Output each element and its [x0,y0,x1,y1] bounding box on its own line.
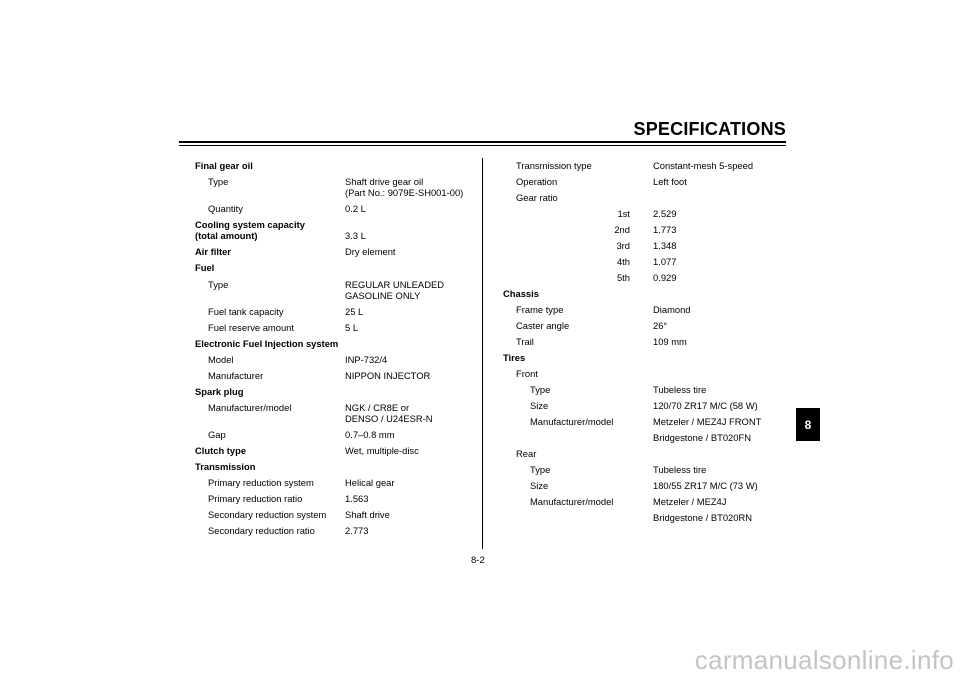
spec-label: Transmission [195,461,256,472]
spec-label: 2nd [614,224,630,235]
spec-value: 2.773 [345,525,369,536]
spec-value: 1.773 [653,224,677,235]
spec-value: 1.348 [653,240,677,251]
page-number: 8-2 [471,555,485,566]
spec-label: Primary reduction ratio [208,493,303,504]
header-rule [179,141,786,143]
spec-label: Type [208,176,229,187]
spec-label: Trail [516,336,534,347]
spec-label: Quantity [208,203,243,214]
spec-value: 120/70 ZR17 M/C (58 W) [653,400,758,411]
spec-value: 1.077 [653,256,677,267]
spec-value: NGK / CR8E or [345,402,410,413]
chapter-tab: 8 [796,408,820,441]
spec-value: REGULAR UNLEADED [345,279,444,290]
spec-value: 180/55 ZR17 M/C (73 W) [653,480,758,491]
spec-label: Air filter [195,246,231,257]
spec-label: Manufacturer/model [530,416,614,427]
spec-value: Bridgestone / BT020FN [653,432,751,443]
spec-label: Size [530,480,549,491]
spec-label: Front [516,368,538,379]
spec-label: Transmission type [516,160,592,171]
spec-value: Metzeler / MEZ4J [653,496,727,507]
spec-value: 2.529 [653,208,677,219]
spec-label: Type [530,384,551,395]
spec-value: 1.563 [345,493,369,504]
header-rule-thin [179,145,786,146]
spec-label: Manufacturer [208,370,264,381]
spec-label: 3rd [616,240,630,251]
spec-label: (total amount) [195,230,258,241]
spec-value: Helical gear [345,477,395,488]
spec-value: Dry element [345,246,396,257]
page-title: SPECIFICATIONS [633,119,786,139]
spec-label: Model [208,354,234,365]
spec-label: Operation [516,176,558,187]
spec-value: 3.3 L [345,230,366,241]
spec-value: 0.7–0.8 mm [345,429,395,440]
spec-value: INP-732/4 [345,354,388,365]
spec-label: 5th [616,272,630,283]
spec-label: Type [530,464,551,475]
spec-value: 25 L [345,306,364,317]
spec-label: Manufacturer/model [530,496,614,507]
column-divider [482,158,483,549]
spec-label: 1st [617,208,630,219]
spec-label: Electronic Fuel Injection system [195,338,339,349]
spec-label: Fuel [195,262,215,273]
watermark: carmanualsonline.info [694,645,954,675]
spec-label: Tires [503,352,526,363]
spec-value: 5 L [345,322,359,333]
spec-label: Secondary reduction system [208,509,327,520]
spec-value: (Part No.: 9079E-SH001-00) [345,187,464,198]
spec-label: Spark plug [195,386,244,397]
spec-value: Left foot [653,176,687,187]
spec-label: Gap [208,429,226,440]
spec-value: DENSO / U24ESR-N [345,413,433,424]
spec-value: Wet, multiple-disc [345,445,419,456]
spec-label: Cooling system capacity [195,219,305,230]
spec-label: Gear ratio [516,192,558,203]
spec-value: Constant-mesh 5-speed [653,160,754,171]
spec-label: Fuel tank capacity [208,306,284,317]
spec-label: 4th [616,256,630,267]
spec-value: 109 mm [653,336,687,347]
spec-value: GASOLINE ONLY [345,290,421,301]
spec-label: Size [530,400,549,411]
spec-label: Manufacturer/model [208,402,292,413]
spec-label: Caster angle [516,320,570,331]
spec-value: NIPPON INJECTOR [345,370,431,381]
spec-label: Rear [516,448,537,459]
spec-label: Type [208,279,229,290]
spec-value: Shaft drive [345,509,390,520]
spec-value: Diamond [653,304,691,315]
spec-value: Shaft drive gear oil [345,176,424,187]
spec-label: Fuel reserve amount [208,322,294,333]
spec-value: 26° [653,320,668,331]
spec-value: Bridgestone / BT020RN [653,512,753,523]
spec-label: Primary reduction system [208,477,314,488]
spec-value: 0.2 L [345,203,366,214]
spec-value: Tubeless tire [653,464,707,475]
spec-value: 0.929 [653,272,677,283]
spec-label: Final gear oil [195,160,253,171]
spec-label: Secondary reduction ratio [208,525,315,536]
spec-label: Frame type [516,304,564,315]
spec-value: Metzeler / MEZ4J FRONT [653,416,762,427]
spec-value: Tubeless tire [653,384,707,395]
spec-label: Chassis [503,288,539,299]
spec-label: Clutch type [195,445,247,456]
